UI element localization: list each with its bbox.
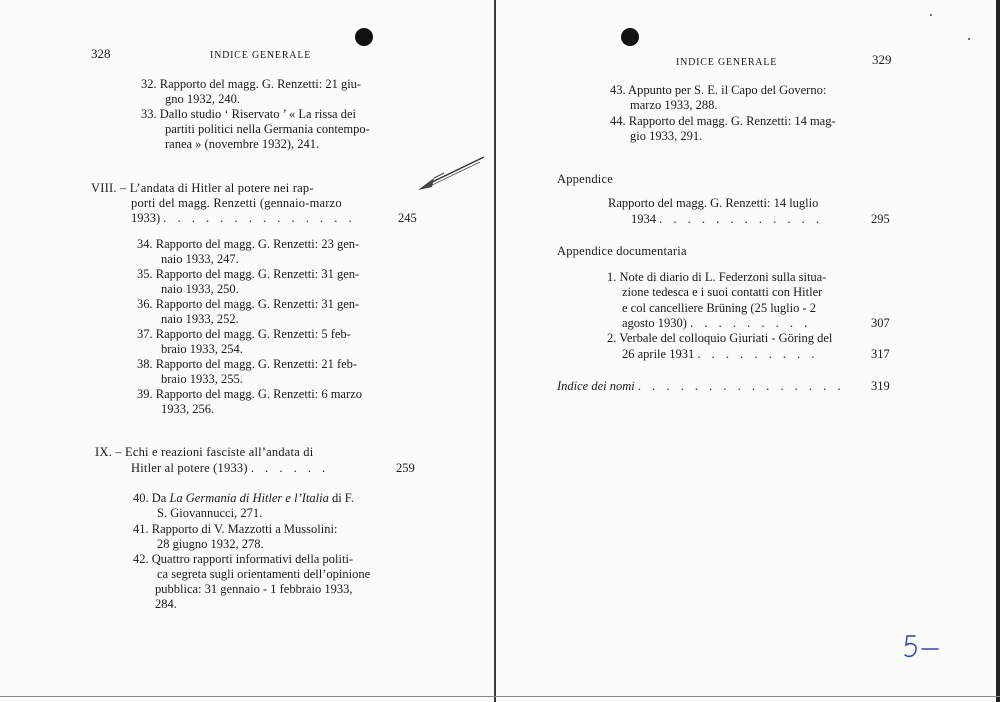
toc-entry-34: 34. Rapporto del magg. G. Renzetti: 23 gen- — [137, 237, 360, 251]
doc-entry-1-cont: zione tedesca e i suoi contatti con Hitler — [622, 285, 823, 299]
toc-entry-32-cont: gno 1932, 240. — [165, 92, 240, 106]
doc-entry-1-cont: agosto 1930) . . . . . . . . . — [622, 316, 812, 330]
toc-entry-37: 37. Rapporto del magg. G. Renzetti: 5 feb- — [137, 327, 351, 341]
chapter-heading-viii: VIII. – L’andata di Hitler al potere nei rap- — [91, 181, 314, 195]
chapter-heading-viii-cont: 1933) . . . . . . . . . . . . . . — [131, 211, 356, 225]
toc-page-307: 307 — [871, 316, 890, 330]
doc-entry-1-cont: e col cancelliere Brüning (25 luglio - 2 — [622, 301, 817, 315]
running-head-right: INDICE GENERALE — [676, 57, 778, 68]
page-fold — [494, 0, 496, 702]
toc-page-259: 259 — [396, 461, 415, 475]
section-heading-appendice-documentaria: Appendice documentaria — [557, 244, 687, 258]
pencil-arrow-icon — [414, 154, 486, 194]
page-number-right: 329 — [872, 52, 892, 67]
appendix-entry: Rapporto del magg. G. Renzetti: 14 luglio — [608, 196, 819, 210]
toc-entry-42-cont: ca segreta sugli orientamenti dell’opinione — [157, 567, 371, 581]
scan-speck — [968, 38, 970, 40]
toc-entry-35: 35. Rapporto del magg. G. Renzetti: 31 gen- — [137, 267, 360, 281]
toc-page-319: 319 — [871, 379, 890, 393]
book-title: La Germania di Hitler e l’Italia — [169, 491, 329, 505]
toc-page-295: 295 — [871, 212, 890, 226]
toc-entry-35-cont: naio 1933, 250. — [161, 282, 239, 296]
toc-entry-40-cont: S. Giovannucci, 271. — [157, 506, 263, 520]
index-entry: Indice dei nomi . . . . . . . . . . . . . . . — [557, 379, 845, 393]
toc-entry-39: 39. Rapporto del magg. G. Renzetti: 6 marzo — [137, 387, 362, 401]
toc-entry-36: 36. Rapporto del magg. G. Renzetti: 31 gen- — [137, 297, 360, 311]
toc-entry-44: 44. Rapporto del magg. G. Renzetti: 14 mag- — [610, 114, 836, 128]
toc-entry-38: 38. Rapporto del magg. G. Renzetti: 21 feb- — [137, 357, 358, 371]
toc-entry-33-cont: ranea » (novembre 1932), 241. — [165, 137, 320, 151]
doc-entry-2: 2. Verbale del colloquio Giuriati - Göring del — [607, 331, 833, 345]
toc-entry-34-cont: naio 1933, 247. — [161, 252, 239, 266]
toc-entry-39-cont: 1933, 256. — [161, 402, 215, 416]
scan-edge-bottom — [0, 696, 1000, 697]
page-number-left: 328 — [91, 46, 111, 61]
toc-page-317: 317 — [871, 347, 890, 361]
handwritten-mark — [902, 632, 944, 662]
toc-entry-37-cont: braio 1933, 254. — [161, 342, 243, 356]
chapter-heading-ix: IX. – Echi e reazioni fasciste all’andata di — [95, 445, 314, 459]
toc-entry-44-cont: gio 1933, 291. — [630, 129, 703, 143]
toc-entry-42-cont: pubblica: 31 gennaio - 1 febbraio 1933, — [155, 582, 353, 596]
punch-hole-left — [355, 28, 373, 46]
chapter-heading-ix-cont: Hitler al potere (1933) . . . . . . — [131, 461, 330, 475]
doc-entry-1: 1. Note di diario di L. Federzoni sulla situa- — [607, 270, 827, 284]
toc-entry-38-cont: braio 1933, 255. — [161, 372, 243, 386]
scan-speck — [930, 14, 932, 16]
toc-entry-36-cont: naio 1933, 252. — [161, 312, 239, 326]
toc-entry-42: 42. Quattro rapporti informativi della politi- — [133, 552, 354, 566]
appendix-entry-cont: 1934 . . . . . . . . . . . . — [631, 212, 823, 226]
running-head-left: INDICE GENERALE — [210, 50, 312, 61]
toc-entry-42-cont: 284. — [155, 597, 177, 611]
toc-entry-32: 32. Rapporto del magg. G. Renzetti: 21 giu- — [141, 77, 362, 91]
toc-entry-40: 40. Da La Germania di Hitler e l’Italia di F. — [133, 491, 354, 505]
toc-entry-41: 41. Rapporto di V. Mazzotti a Mussolini: — [133, 522, 338, 536]
toc-entry-43-cont: marzo 1933, 288. — [630, 98, 718, 112]
toc-entry-33-cont: partiti politici nella Germania contempo- — [165, 122, 370, 136]
scan-edge — [996, 0, 1000, 702]
toc-entry-33: 33. Dallo studio ‘ Riservato ’ « La rissa dei — [141, 107, 357, 121]
doc-entry-2-cont: 26 aprile 1931 . . . . . . . . . — [622, 347, 819, 361]
section-heading-appendice: Appendice — [557, 172, 613, 186]
punch-hole-right — [621, 28, 639, 46]
toc-entry-41-cont: 28 giugno 1932, 278. — [157, 537, 264, 551]
toc-page-245: 245 — [398, 211, 417, 225]
chapter-heading-viii-cont: porti del magg. Renzetti (gennaio-marzo — [131, 196, 342, 210]
toc-entry-43: 43. Appunto per S. E. il Capo del Governo: — [610, 83, 827, 97]
